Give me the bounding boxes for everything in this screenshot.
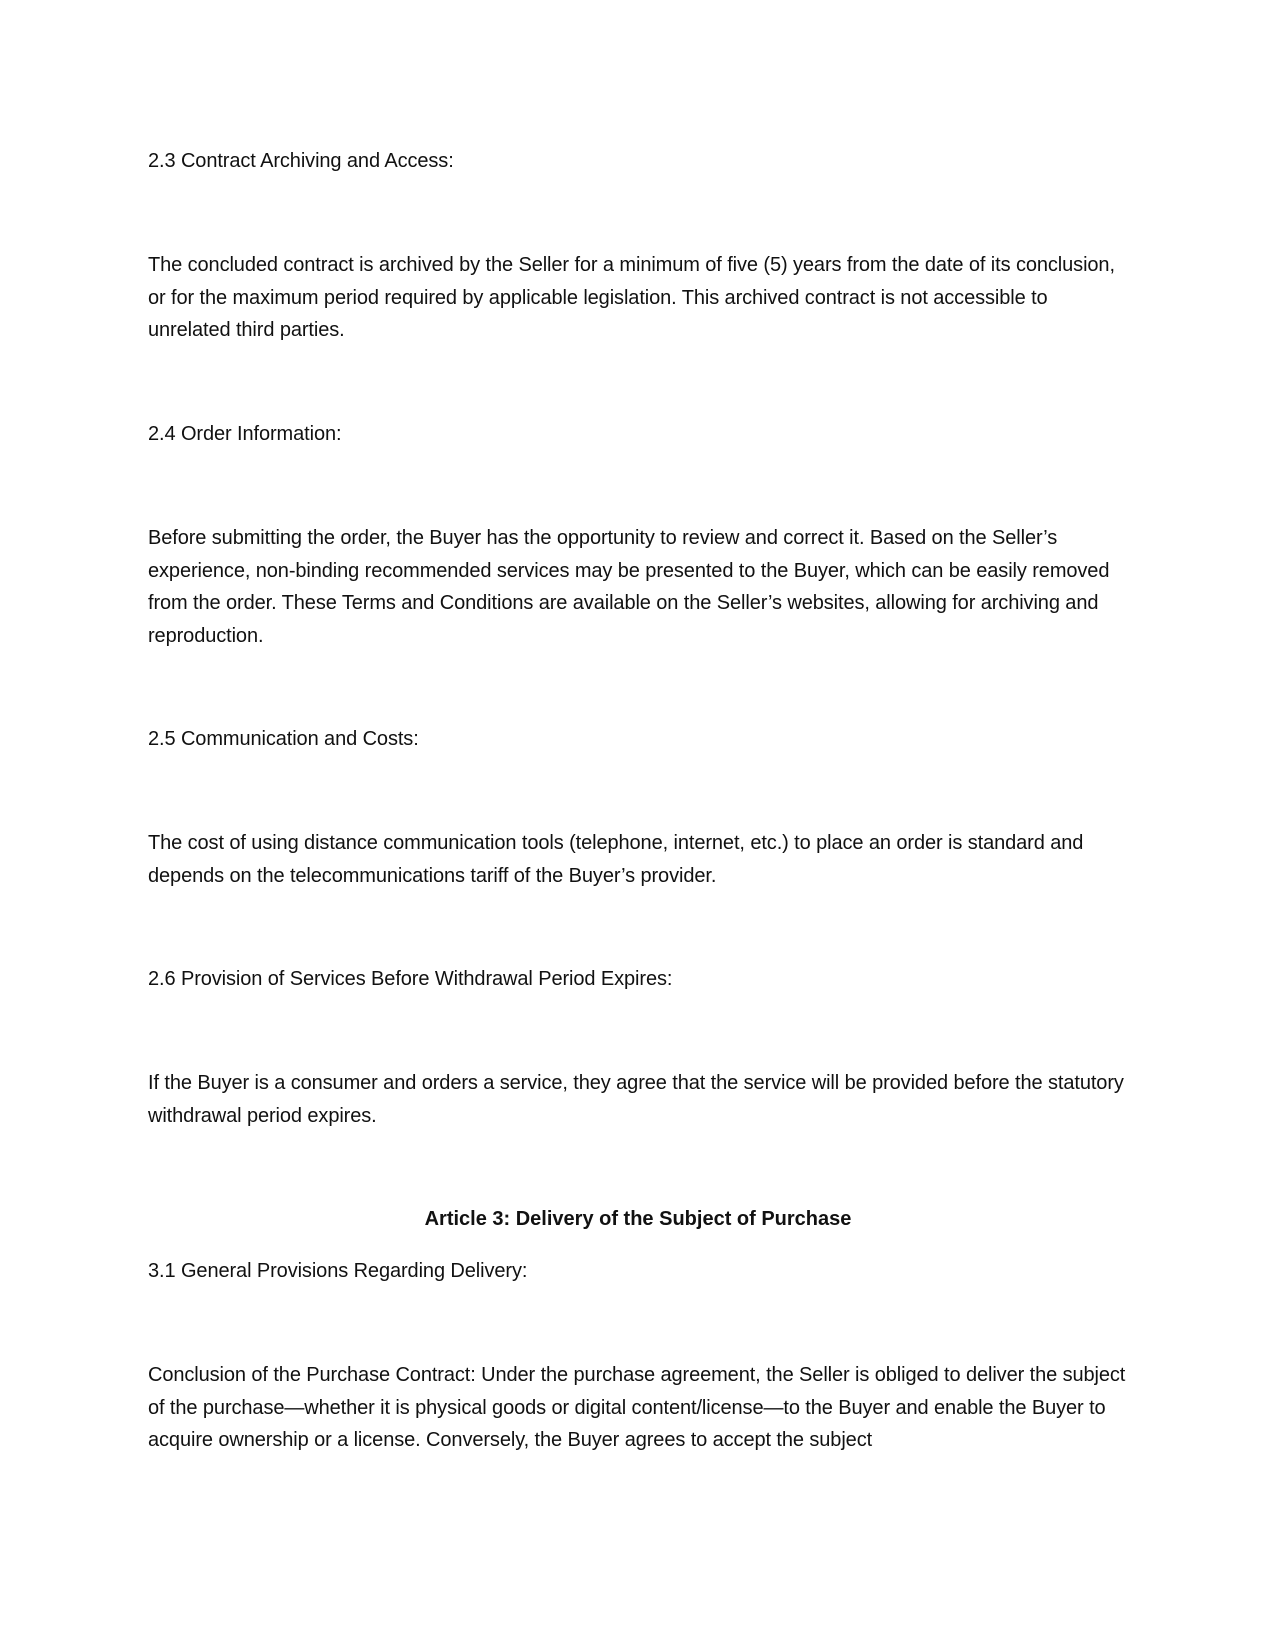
section-body-2-5: The cost of using distance communication tools (telephone, internet, etc.) to place an order is standard and depends on the telecommunications tariff of the Buyer’s provider. bbox=[148, 832, 1084, 887]
section-heading-2-4: 2.4 Order Information: bbox=[148, 423, 342, 445]
section-heading-2-5: 2.5 Communication and Costs: bbox=[148, 728, 419, 750]
section-heading-2-6: 2.6 Provision of Services Before Withdrawal Period Expires: bbox=[148, 968, 673, 990]
section-heading-2-3: 2.3 Contract Archiving and Access: bbox=[148, 150, 454, 172]
section-body-2-4: Before submitting the order, the Buyer has the opportunity to review and correct it. Based on the Seller’s experience, non-binding recommended services may be presented to the Buyer, which can be easily removed from the order. These Terms and Conditions are available on the Seller’s websites, allowing for archiving and reproduction. bbox=[148, 527, 1110, 647]
section-body-2-3: The concluded contract is archived by the Seller for a minimum of five (5) years from the date of its conclusion, or for the maximum period required by applicable legislation. This archived contract is not accessible to unrelated third parties. bbox=[148, 254, 1115, 341]
section-body-3-1: Conclusion of the Purchase Contract: Under the purchase agreement, the Seller is obliged to deliver the subject of the purchase—whether it is physical goods or digital content/license—to the Buyer and enable the Buyer to acquire ownership or a license. Conversely, the Buyer agrees to accept the subject bbox=[148, 1364, 1126, 1451]
article-title: Article 3: Delivery of the Subject of Purchase bbox=[424, 1208, 852, 1230]
section-heading-3-1: 3.1 General Provisions Regarding Delivery: bbox=[148, 1260, 528, 1282]
section-body-2-6: If the Buyer is a consumer and orders a service, they agree that the service will be provided before the statutory withdrawal period expires. bbox=[148, 1072, 1124, 1127]
